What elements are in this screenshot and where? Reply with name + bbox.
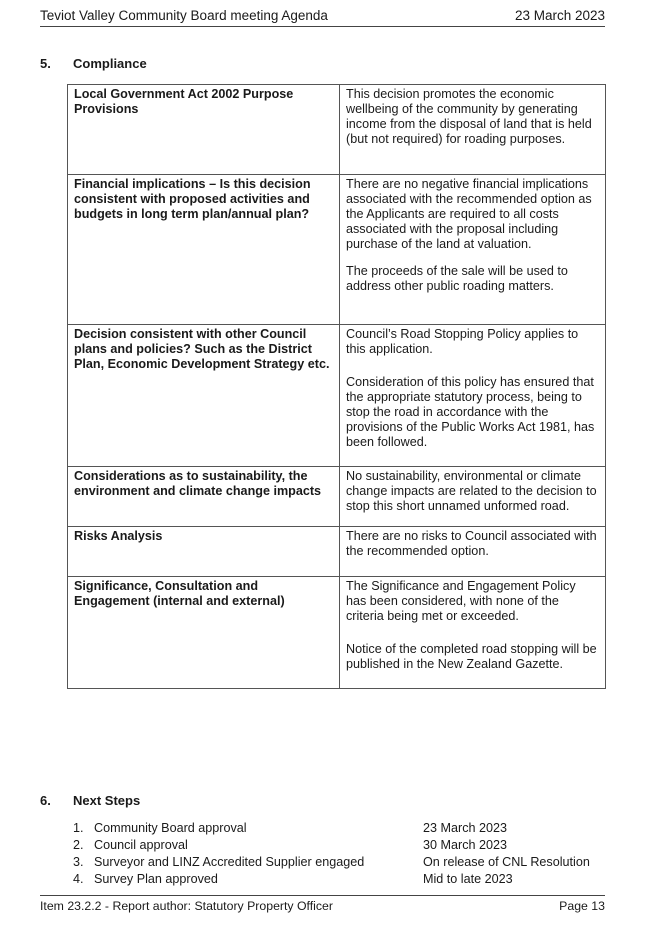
page-number: Page 13 — [559, 899, 605, 913]
table-row — [68, 175, 606, 325]
description-paragraph: There are no negative financial implications associated with the recommended option as the Applicants are required to all costs associated with the proposal including purchase of the land at valuation. — [346, 177, 592, 251]
section-title: Compliance — [73, 56, 147, 71]
table-row — [68, 85, 606, 175]
step-number: 3. — [73, 855, 84, 869]
description-paragraph: Council’s Road Stopping Policy applies to this application. — [346, 327, 579, 356]
next-steps-list — [73, 820, 613, 888]
header-title: Teviot Valley Community Board meeting Agenda — [40, 8, 328, 23]
step-label: Community Board approval — [94, 821, 247, 835]
list-item — [73, 837, 613, 854]
description-paragraph: There are no risks to Council associated with the recommended option. — [346, 529, 597, 558]
row-description — [340, 85, 606, 175]
footer-item-author: Item 23.2.2 - Report author: Statutory Property Officer — [40, 899, 333, 913]
step-number: 1. — [73, 821, 84, 835]
row-label: Significance, Consultation and Engagement (internal and external) — [68, 577, 340, 689]
step-date: Mid to late 2023 — [423, 872, 513, 886]
section-number: 6. — [40, 793, 51, 808]
page-header — [40, 6, 605, 27]
step-label: Surveyor and LINZ Accredited Supplier engaged — [94, 855, 365, 869]
row-label: Risks Analysis — [68, 527, 340, 577]
section-title: Next Steps — [73, 793, 141, 808]
list-item — [73, 871, 613, 888]
list-item — [73, 854, 613, 871]
table-row — [68, 325, 606, 467]
step-date: 23 March 2023 — [423, 821, 508, 835]
description-paragraph: This decision promotes the economic wellbeing of the community by generating income from the disposal of land that is held (but not required) for roading purposes. — [346, 87, 592, 146]
step-label: Survey Plan approved — [94, 872, 218, 886]
step-number: 4. — [73, 872, 84, 886]
description-paragraph: The proceeds of the sale will be used to address other public roading matters. — [346, 264, 568, 293]
row-description — [340, 325, 606, 467]
next-steps-heading — [40, 793, 140, 808]
row-label: Considerations as to sustainability, the environment and climate change impacts — [68, 467, 340, 527]
description-paragraph: No sustainability, environmental or climate change impacts are related to the decision to stop this short unnamed unformed road. — [346, 469, 597, 513]
step-date: On release of CNL Resolution — [423, 855, 590, 869]
page-footer — [40, 895, 605, 916]
compliance-heading — [40, 56, 147, 71]
row-label: Decision consistent with other Council plans and policies? Such as the District Plan, Economic Development Strategy etc. — [68, 325, 340, 467]
section-number: 5. — [40, 56, 51, 71]
table-row — [68, 577, 606, 689]
table-row — [68, 527, 606, 577]
description-paragraph: The Significance and Engagement Policy has been considered, with none of the criteria being met or exceeded. — [346, 579, 576, 623]
description-paragraph: Notice of the completed road stopping will be published in the New Zealand Gazette. — [346, 642, 597, 671]
row-description — [340, 467, 606, 527]
step-label: Council approval — [94, 838, 188, 852]
row-description — [340, 527, 606, 577]
row-label: Financial implications – Is this decision consistent with proposed activities and budgets in long term plan/annual plan? — [68, 175, 340, 325]
step-date: 30 March 2023 — [423, 838, 508, 852]
row-label: Local Government Act 2002 Purpose Provisions — [68, 85, 340, 175]
description-paragraph: Consideration of this policy has ensured that the appropriate statutory process, being to stop the road in accordance with the provisions of the Public Works Act 1981, has been followed. — [346, 375, 595, 449]
step-number: 2. — [73, 838, 84, 852]
list-item — [73, 820, 613, 837]
compliance-table — [67, 84, 606, 689]
table-row — [68, 467, 606, 527]
row-description — [340, 577, 606, 689]
row-description — [340, 175, 606, 325]
header-date: 23 March 2023 — [514, 8, 605, 23]
